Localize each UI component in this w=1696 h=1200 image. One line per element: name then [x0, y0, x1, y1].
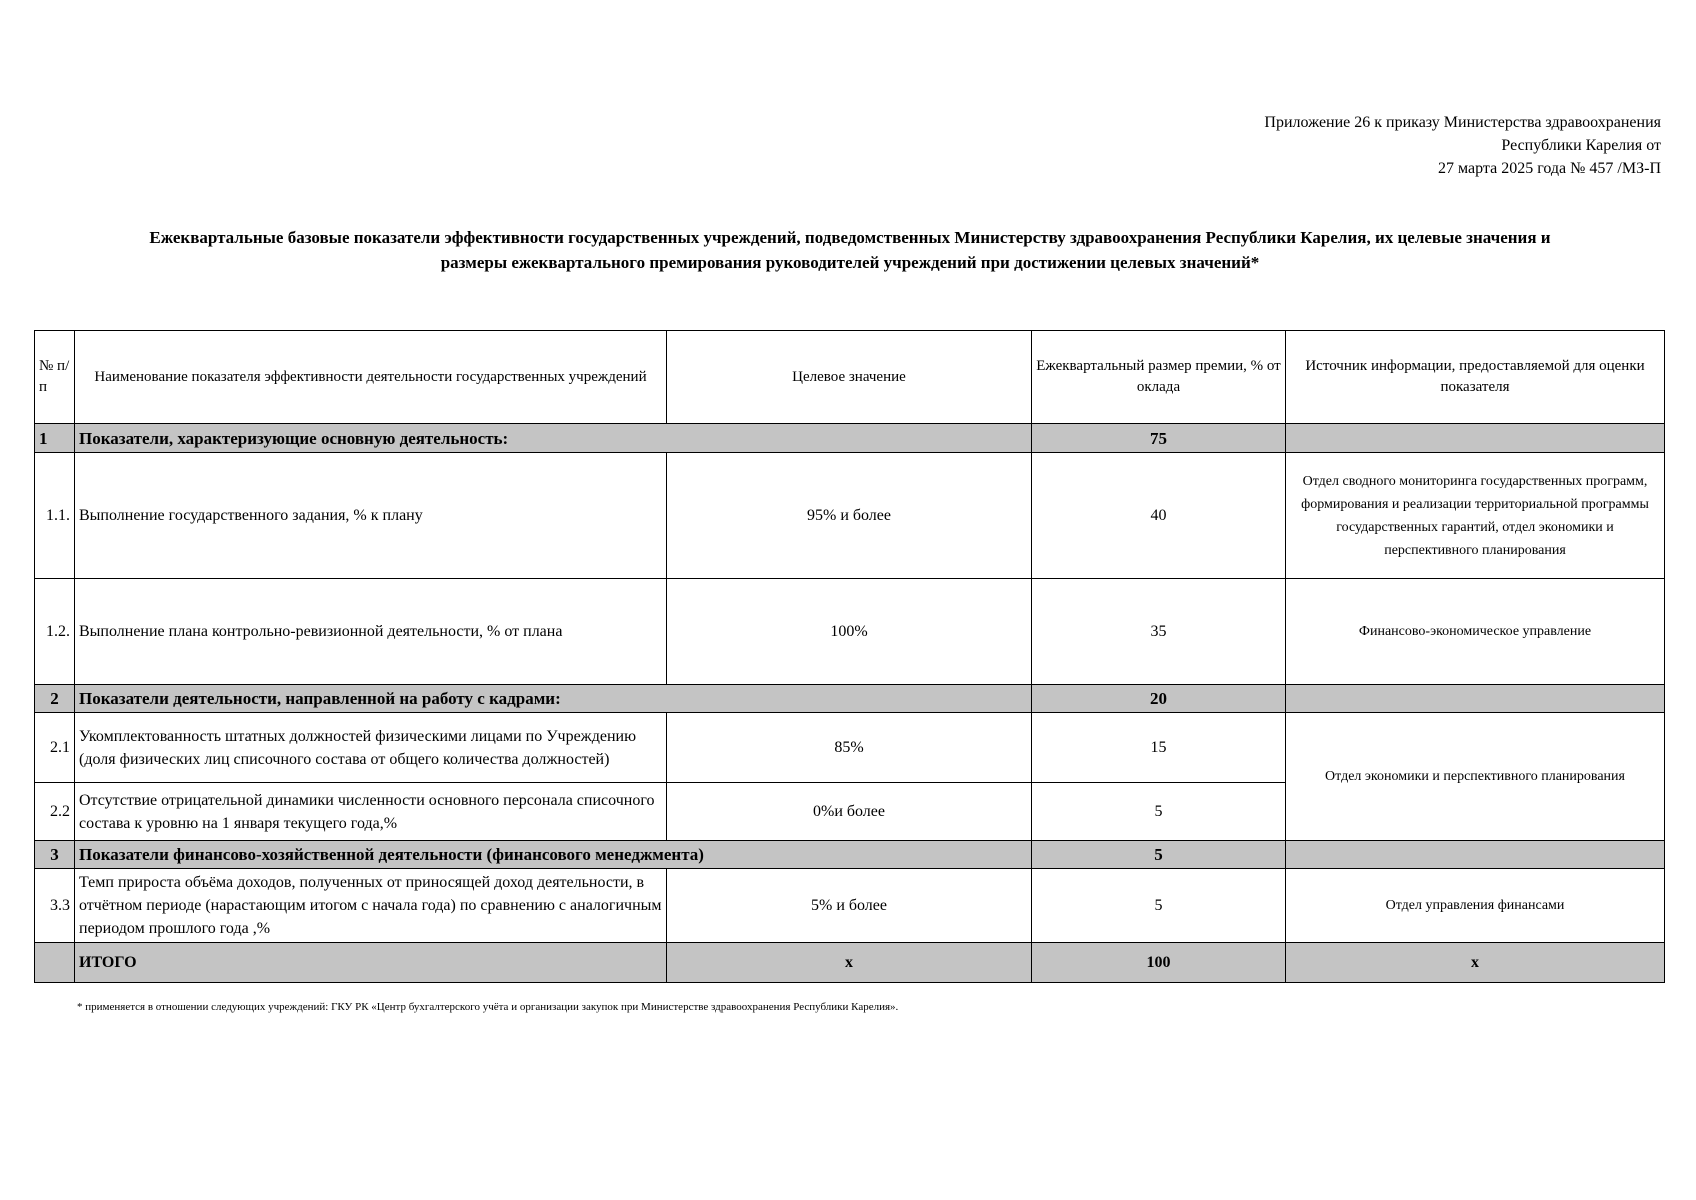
section-row-2 — [35, 685, 1665, 713]
section-3-source — [1286, 841, 1665, 869]
row-1-1-name: Выполнение государственного задания, % к плану — [75, 453, 667, 579]
row-2-1-bonus: 15 — [1032, 713, 1286, 783]
table-row-1-1 — [35, 453, 1665, 579]
section-3-bonus: 5 — [1032, 841, 1286, 869]
section-3-num: 3 — [35, 841, 75, 869]
section-1-name: Показатели, характеризующие основную деятельность: — [75, 424, 1032, 453]
table-row-2-1 — [35, 713, 1665, 783]
appendix-line-3: 27 марта 2025 года № 457 /МЗ-П — [1438, 160, 1661, 177]
appendix-header — [1264, 111, 1661, 180]
header-name: Наименование показателя эффективности деятельности государственных учреждений — [75, 331, 667, 424]
row-2-1-target: 85% — [667, 713, 1032, 783]
row-2-1-name: Укомплектованность штатных должностей физическими лицами по Учреждению (доля физических лиц списочного состава от общего количества должностей) — [75, 713, 667, 783]
section-2-source — [1286, 685, 1665, 713]
indicators-table — [34, 330, 1665, 983]
appendix-line-2: Республики Карелия от — [1501, 137, 1661, 154]
row-2-2-num: 2.2 — [35, 783, 75, 841]
row-3-3-target: 5% и более — [667, 869, 1032, 943]
section-row-1 — [35, 424, 1665, 453]
row-1-2-source: Финансово-экономическое управление — [1286, 579, 1665, 685]
row-3-3-num: 3.3 — [35, 869, 75, 943]
total-target: х — [667, 943, 1032, 983]
row-1-1-source: Отдел сводного мониторинга государственных программ, формирования и реализации территориальной программы государственных гарантий, отдел экономики и перспективного планирования — [1286, 453, 1665, 579]
header-source: Источник информации, предоставляемой для оценки показателя — [1286, 331, 1665, 424]
document-title-line-1: Ежеквартальные базовые показатели эффективности государственных учреждений, подведомственных Министерству здравоохранения Республики Карелия, их целевые значения и — [149, 228, 1551, 247]
row-3-3-name: Темп прироста объёма доходов, полученных от приносящей доход деятельности, в отчётном периоде (нарастающим итогом с начала года) по сравнению с аналогичным периодом прошлого года ,% — [75, 869, 667, 943]
total-row — [35, 943, 1665, 983]
table-row-1-2 — [35, 579, 1665, 685]
header-bonus: Ежеквартальный размер премии, % от оклада — [1032, 331, 1286, 424]
row-1-2-name: Выполнение плана контрольно-ревизионной деятельности, % от плана — [75, 579, 667, 685]
row-3-3-bonus: 5 — [1032, 869, 1286, 943]
row-3-3-source: Отдел управления финансами — [1286, 869, 1665, 943]
table-row-3-3 — [35, 869, 1665, 943]
section-2-num: 2 — [35, 685, 75, 713]
total-bonus: 100 — [1032, 943, 1286, 983]
section-2-name: Показатели деятельности, направленной на работу с кадрами: — [75, 685, 1032, 713]
row-2-2-bonus: 5 — [1032, 783, 1286, 841]
total-label: ИТОГО — [75, 943, 667, 983]
document-title-line-2: размеры ежеквартального премирования руководителей учреждений при достижении целевых значений* — [440, 253, 1260, 272]
total-source: х — [1286, 943, 1665, 983]
row-1-1-num: 1.1. — [35, 453, 75, 579]
appendix-line-1: Приложение 26 к приказу Министерства здравоохранения — [1264, 114, 1661, 131]
document-title — [30, 225, 1670, 275]
row-1-2-target: 100% — [667, 579, 1032, 685]
section-3-name: Показатели финансово-хозяйственной деятельности (финансового менеджмента) — [75, 841, 1032, 869]
section-2-bonus: 20 — [1032, 685, 1286, 713]
total-num — [35, 943, 75, 983]
section-1-num: 1 — [35, 424, 75, 453]
row-1-1-bonus: 40 — [1032, 453, 1286, 579]
section-1-source — [1286, 424, 1665, 453]
row-2-1-num: 2.1 — [35, 713, 75, 783]
row-2-2-target: 0%и более — [667, 783, 1032, 841]
row-1-1-target: 95% и более — [667, 453, 1032, 579]
row-2-2-name: Отсутствие отрицательной динамики численности основного персонала списочного состава к уровню на 1 января текущего года,% — [75, 783, 667, 841]
header-num: № п/п — [35, 331, 75, 424]
footnote: * применяется в отношении следующих учреждений: ГКУ РК «Центр бухгалтерского учёта и организации закупок при Министерстве здравоохранения Республики Карелия». — [77, 1001, 899, 1013]
section-1-bonus: 75 — [1032, 424, 1286, 453]
table-header-row — [35, 331, 1665, 424]
section-row-3 — [35, 841, 1665, 869]
row-1-2-bonus: 35 — [1032, 579, 1286, 685]
row-2-source: Отдел экономики и перспективного планирования — [1286, 713, 1665, 841]
row-1-2-num: 1.2. — [35, 579, 75, 685]
header-target: Целевое значение — [667, 331, 1032, 424]
